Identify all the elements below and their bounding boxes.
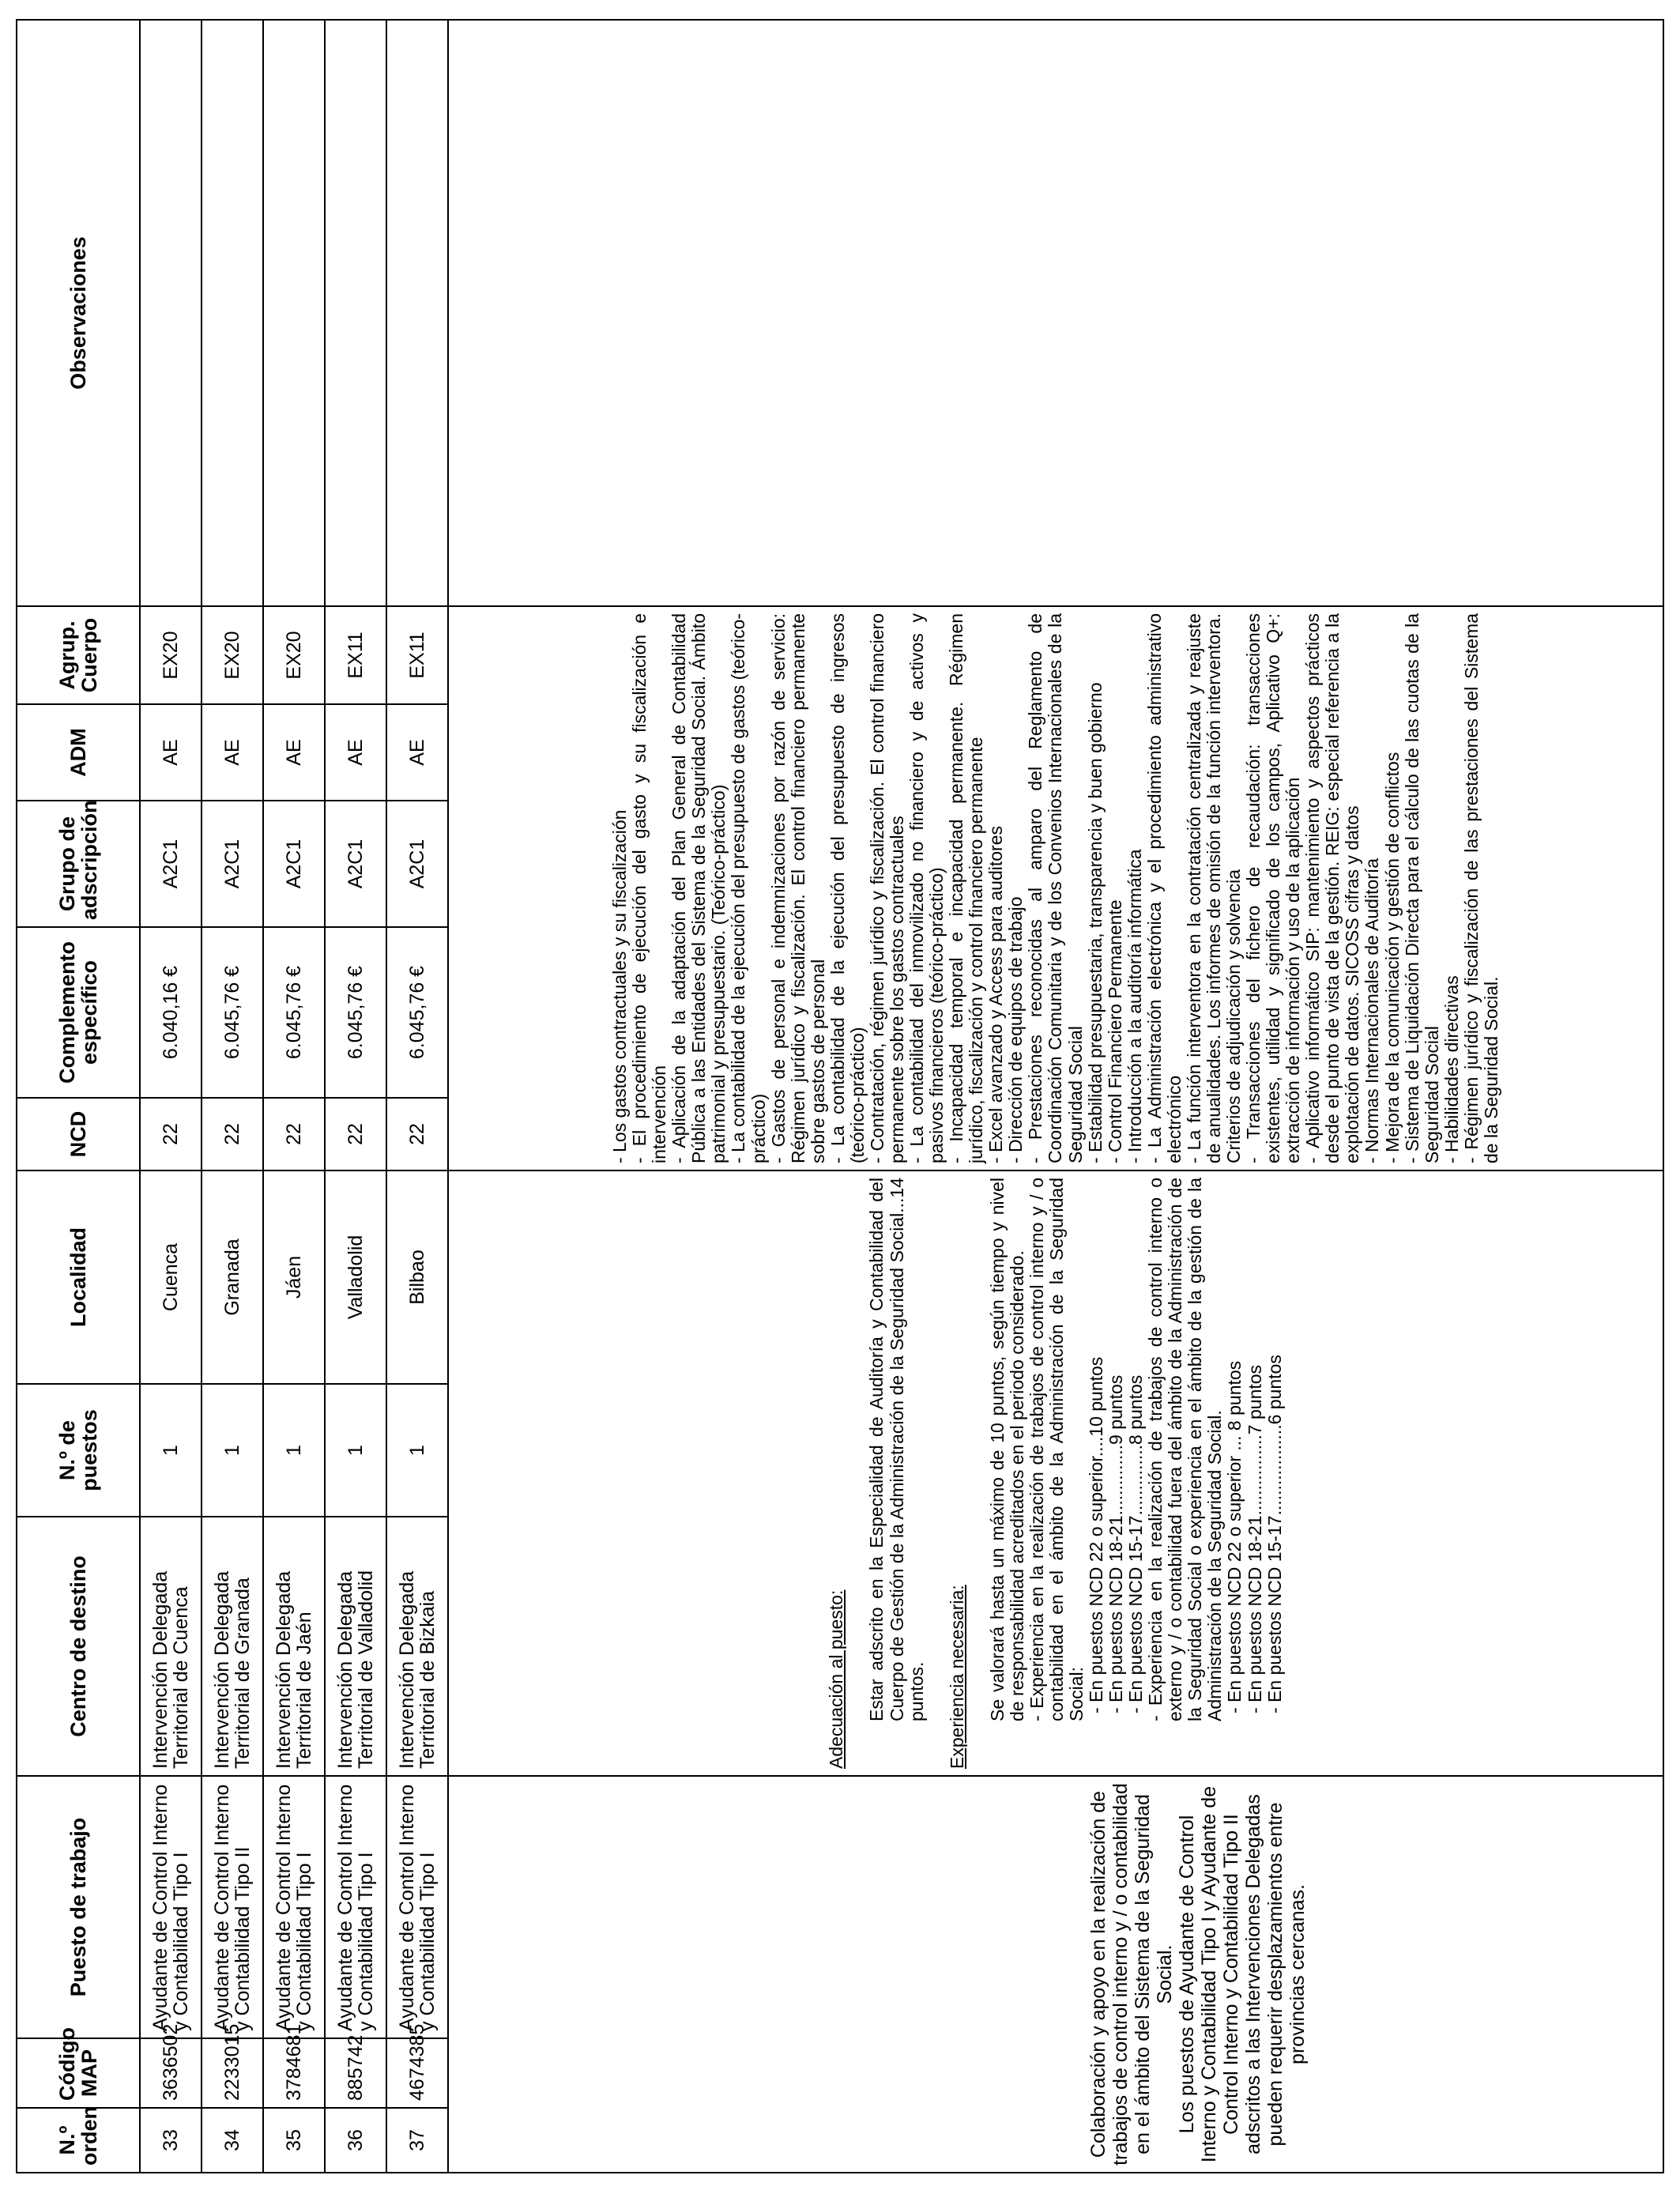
cell-centro: Intervención Delegada Territorial de Valladolid [325, 1517, 386, 1776]
cell-puesto: Ayudante de Control Interno y Contabilidad Tipo II [202, 1776, 263, 2038]
header-ncd: NCD [17, 1098, 140, 1171]
topic-item: - Aplicativo informático SIP: mantenimiento y aspectos prácticos desde el punto de vista de la gestión. REIG: especial referencia a la explotación de datos. SICOSS cifras y datos [1302, 613, 1363, 1163]
cell-orden: 35 [263, 2108, 325, 2173]
experiencia-item-1-points-2: - En puestos NCD 18-21..............9 puntos [1106, 1374, 1127, 1713]
cell-orden: 37 [386, 2108, 448, 2173]
cell-complemento: 6.040,16 € [140, 927, 202, 1098]
topic-item: - La contabilidad del inmovilizado no financiero y de activos y pasivos financieros (teórico-práctico) [906, 613, 947, 1163]
cell-adm: AE [325, 704, 386, 801]
cell-localidad: Jáen [263, 1171, 325, 1384]
topic-item: - Excel avanzado y Access para auditores [985, 825, 1007, 1163]
job-positions-table [16, 19, 1664, 2173]
table-row [386, 20, 448, 2173]
header-adm: ADM [17, 704, 140, 801]
cell-centro: Intervención Delegada Territorial de Cuenca [140, 1517, 202, 1776]
topic-item: - Prestaciones reconocidas al amparo del Reglamento de Coordinación Comunitaria y de los Convenios Internacionales de la Seguridad Social [1025, 613, 1086, 1163]
header-codigo: Código MAP [17, 2038, 140, 2108]
job-description-line-2: Los puestos de Ayudante de Control Interno y Contabilidad Tipo I y Ayudante de Control Interno y Contabilidad Tipo II adscritos a las Intervenciones Delegadas pueden requerir desplazamientos entre provincias cercanas. [1176, 1785, 1309, 2163]
details-row [448, 20, 1663, 2173]
cell-complemento: 6.045,76 € [386, 927, 448, 1098]
topic-item: - Incapacidad temporal e incapacidad permanente. Régimen jurídico, fiscalización y control financiero permanente [946, 613, 987, 1163]
cell-centro: Intervención Delegada Territorial de Granada [202, 1517, 263, 1776]
cell-codigo: 4674385 [386, 2038, 448, 2108]
cell-npuestos: 1 [325, 1384, 386, 1517]
topic-item: - Mejora de la comunicación y gestión de conflictos [1381, 752, 1403, 1163]
cell-adm: AE [386, 704, 448, 801]
job-description [803, 1783, 1309, 2166]
header-localidad: Localidad [17, 1171, 140, 1384]
cell-agrup: EX20 [263, 606, 325, 704]
topic-item: - La contabilidad de la ejecución del presupuesto de ingresos (teórico-práctico) [827, 613, 868, 1163]
experiencia-item-1: - Experiencia en la realización de trabajos de control interno y / o contabilidad en el ámbito de la Administración de la Seguridad Social: [1026, 1178, 1087, 1721]
cell-orden: 36 [325, 2108, 386, 2173]
cell-ncd: 22 [202, 1098, 263, 1171]
cell-puesto: Ayudante de Control Interno y Contabilidad Tipo I [140, 1776, 202, 2038]
topic-item: - Sistema de Liquidación Directa para el cálculo de las cuotas de la Seguridad Social [1401, 613, 1442, 1163]
topic-item: - Los gastos contractuales y su fiscalización [609, 809, 631, 1163]
cell-npuestos: 1 [386, 1384, 448, 1517]
topic-item: - Control Financiero Permanente [1104, 899, 1125, 1163]
experiencia-item-1-points-1: - En puestos NCD 22 o superior....10 puntos [1086, 1356, 1106, 1713]
topic-item: - Estabilidad presupuestaria, transparencia y buen gobierno [1084, 682, 1106, 1163]
cell-orden: 34 [202, 2108, 263, 2173]
topic-item: - El procedimiento de ejecución del gasto y su fiscalización e intervención [629, 613, 670, 1163]
cell-adm: AE [202, 704, 263, 801]
topic-item: - Gastos de personal e indemnizaciones por razón de servicio: Régimen jurídico y fiscalización. El control financiero permanente sobre gastos de personal [767, 613, 828, 1163]
cell-grupo: A2C1 [202, 801, 263, 927]
cell-agrup: EX20 [202, 606, 263, 704]
cell-puesto: Ayudante de Control Interno y Contabilidad Tipo I [325, 1776, 386, 2038]
cell-ncd: 22 [140, 1098, 202, 1171]
topic-item: - Dirección de equipos de trabajo [1005, 896, 1026, 1163]
cell-centro: Intervención Delegada Territorial de Jaén [263, 1517, 325, 1776]
cell-adm: AE [263, 704, 325, 801]
cell-ncd: 22 [263, 1098, 325, 1171]
cell-localidad: Cuenca [140, 1171, 202, 1384]
cell-npuestos: 1 [140, 1384, 202, 1517]
topic-item: - Aplicación de la adaptación del Plan General de Contabilidad Pública a las Entidades del Sistema de la Seguridad Social. Ámbito patrimonial y presupuestario. (Teórico-práctico) [669, 613, 729, 1163]
cell-observaciones [140, 20, 202, 606]
topic-item: - Introducción a la auditoría informática [1124, 849, 1145, 1163]
topic-item: - La contabilidad de la ejecución del presupuesto de gastos (teórico-práctico) [728, 613, 769, 1163]
adecuacion-title: Adecuación al puesto: [826, 1589, 847, 1769]
header-agrup: Agrup. Cuerpo [17, 606, 140, 704]
cell-npuestos: 1 [202, 1384, 263, 1517]
cell-localidad: Granada [202, 1171, 263, 1384]
job-description-line-1: Colaboración y apoyo en la realización de trabajos de control interno y / o contabilidad en el ámbito del Sistema de la Seguridad Social. [1087, 1783, 1176, 2166]
table-row [140, 20, 202, 2173]
experiencia-item-2: - Experiencia en la realización de trabajos de control interno o externo y / o contabilidad fuera del ámbito de la Administración de la Seguridad Social o experiencia en el ámbito de la gestión de la Administración de la Seguridad Social. [1145, 1178, 1226, 1721]
header-npuestos: N.º de puestos [17, 1384, 140, 1517]
cell-complemento: 6.045,76 € [202, 927, 263, 1098]
cell-observaciones [325, 20, 386, 606]
cell-ncd: 22 [325, 1098, 386, 1171]
cell-codigo: 885742 [325, 2038, 386, 2108]
topic-item: - Habilidades directivas [1441, 975, 1462, 1163]
cell-npuestos: 1 [263, 1384, 325, 1517]
cell-agrup: EX20 [140, 606, 202, 704]
header-orden: N.º orden [17, 2108, 140, 2173]
cell-agrup: EX11 [325, 606, 386, 704]
cell-grupo: A2C1 [386, 801, 448, 927]
header-centro: Centro de destino [17, 1517, 140, 1776]
cell-grupo: A2C1 [263, 801, 325, 927]
topic-item: - La Administración electrónica y el procedimiento administrativo electrónico [1143, 613, 1185, 1163]
table-row [263, 20, 325, 2173]
table-row [325, 20, 386, 2173]
topic-item: - La función interventora en la contratación centralizada y reajuste de anualidades. Los informes de omisión de la función interventora. Criterios de adjudicación y solvencia [1183, 613, 1245, 1163]
topic-item: - Régimen jurídico y fiscalización de las prestaciones del Sistema de la Seguridad Social. [1460, 613, 1501, 1163]
experiencia-intro: Se valorará hasta un máximo de 10 puntos, según tiempo y nivel de responsabilidad acreditados en el periodo considerado. [986, 1178, 1027, 1721]
cell-grupo: A2C1 [140, 801, 202, 927]
header-observaciones: Observaciones [17, 20, 140, 606]
cell-localidad: Valladolid [325, 1171, 386, 1384]
observaciones-details-cell [448, 20, 1663, 606]
cell-complemento: 6.045,76 € [263, 927, 325, 1098]
topic-item: - Transacciones del fichero de recaudación: transacciones existentes, utilidad y significado de los campos, Aplicativo Q+: extracción de información y uso de la aplicación [1243, 613, 1304, 1163]
cell-complemento: 6.045,76 € [325, 927, 386, 1098]
experiencia-item-1-points-3: - En puestos NCD 15-17..............8 puntos [1125, 1374, 1147, 1713]
cell-grupo: A2C1 [325, 801, 386, 927]
cell-observaciones [202, 20, 263, 606]
requirements-cell [448, 1171, 1663, 1776]
experiencia-item-2-points-1: - En puestos NCD 22 o superior ... 8 puntos [1224, 1360, 1245, 1713]
cell-puesto: Ayudante de Control Interno y Contabilidad Tipo I [263, 1776, 325, 2038]
cell-centro: Intervención Delegada Territorial de Bizkaia [386, 1517, 448, 1776]
cell-codigo: 2233015 [202, 2038, 263, 2108]
topic-item: - Contratación, régimen jurídico y fiscalización. El control financiero permanente sobre los gastos contractuales [866, 613, 907, 1163]
table-header-row [17, 20, 140, 2173]
experiencia-title: Experiencia necesaria: [946, 1585, 967, 1769]
header-puesto: Puesto de trabajo [17, 1776, 140, 2038]
topic-item: - Normas Internacionales de Auditoría [1362, 858, 1383, 1163]
cell-puesto: Ayudante de Control Interno y Contabilidad Tipo I [386, 1776, 448, 2038]
cell-localidad: Bilbao [386, 1171, 448, 1384]
cell-codigo: 3784681 [263, 2038, 325, 2108]
cell-adm: AE [140, 704, 202, 801]
cell-codigo: 3636502 [140, 2038, 202, 2108]
cell-ncd: 22 [386, 1098, 448, 1171]
job-description-cell [448, 1776, 1663, 2173]
header-grupo: Grupo de adscripción [17, 801, 140, 927]
adecuacion-text: Estar adscrito en la Especialidad de Auditoría y Contabilidad del Cuerpo de Gestión de la Administración de la Seguridad Social...14 puntos. [866, 1178, 927, 1721]
cell-observaciones [386, 20, 448, 606]
header-complemento: Complemento específico [17, 927, 140, 1098]
cell-observaciones [263, 20, 325, 606]
training-topics-cell [448, 606, 1663, 1171]
table-row [202, 20, 263, 2173]
experiencia-item-2-points-3: - En puestos NCD 15-17..................6 puntos [1264, 1355, 1285, 1713]
cell-orden: 33 [140, 2108, 202, 2173]
experiencia-item-2-points-2: - En puestos NCD 18-21................7 puntos [1244, 1364, 1265, 1713]
cell-agrup: EX11 [386, 606, 448, 704]
